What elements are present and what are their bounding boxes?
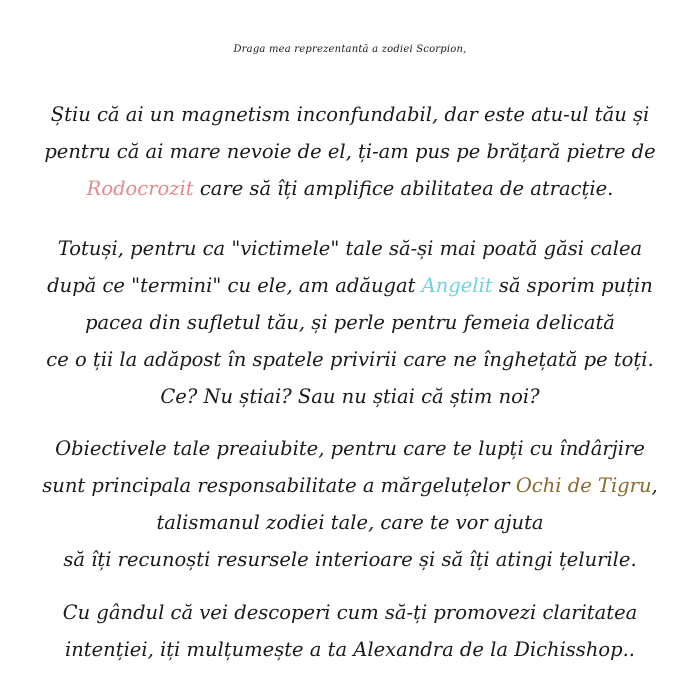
paragraph-victims xyxy=(10,230,690,415)
text-line xyxy=(10,267,690,304)
paragraph-closing xyxy=(10,594,690,668)
stone-name-rodocrozit: Rodocrozit xyxy=(86,177,194,200)
stone-name-ochi-de-tigru: Ochi de Tigru xyxy=(515,474,652,497)
text-fragment: care să îți amplifice abilitatea de atracție. xyxy=(193,177,614,200)
text-line: pentru că ai mare nevoie de el, ți-am pus pe brățară pietre de xyxy=(44,140,656,163)
text-line: pacea din sufletul tău, și perle pentru femeia delicată xyxy=(85,311,615,334)
text-line: să îți recunoști resursele interioare și să îți atingi țelurile. xyxy=(63,548,637,571)
text-line: talismanul zodiei tale, care te vor ajuta xyxy=(156,511,544,534)
text-line xyxy=(10,467,690,504)
stone-name-angelit: Angelit xyxy=(421,274,493,297)
text-fragment: după ce "termini" cu ele, am adăugat xyxy=(47,274,422,297)
text-line: Cu gândul că vei descoperi cum să-ți promovezi claritatea xyxy=(62,601,638,624)
text-line: Ce? Nu știai? Sau nu știai că știm noi? xyxy=(160,385,540,408)
text-fragment: să sporim puțin xyxy=(492,274,653,297)
signature-line: intenției, iți mulțumește a ta Alexandra de la Dichisshop.. xyxy=(65,638,635,661)
text-fragment: , xyxy=(651,474,658,497)
text-line xyxy=(10,170,690,207)
paragraph-objectives xyxy=(10,430,690,578)
letter-greeting: Draga mea reprezentantă a zodiei Scorpion, xyxy=(233,44,467,55)
text-line: Totuși, pentru ca "victimele" tale să-și mai poată găsi calea xyxy=(57,237,643,260)
paragraph-magnetism xyxy=(10,96,690,207)
text-line: Obiectivele tale preaiubite, pentru care te lupți cu îndârjire xyxy=(55,437,645,460)
text-line: ce o ții la adăpost în spatele privirii care ne înghețată pe toți. xyxy=(46,348,654,371)
text-fragment: sunt principala responsabilitate a mărgeluțelor xyxy=(42,474,516,497)
text-line: Știu că ai un magnetism inconfundabil, dar este atu-ul tău și xyxy=(50,103,650,126)
